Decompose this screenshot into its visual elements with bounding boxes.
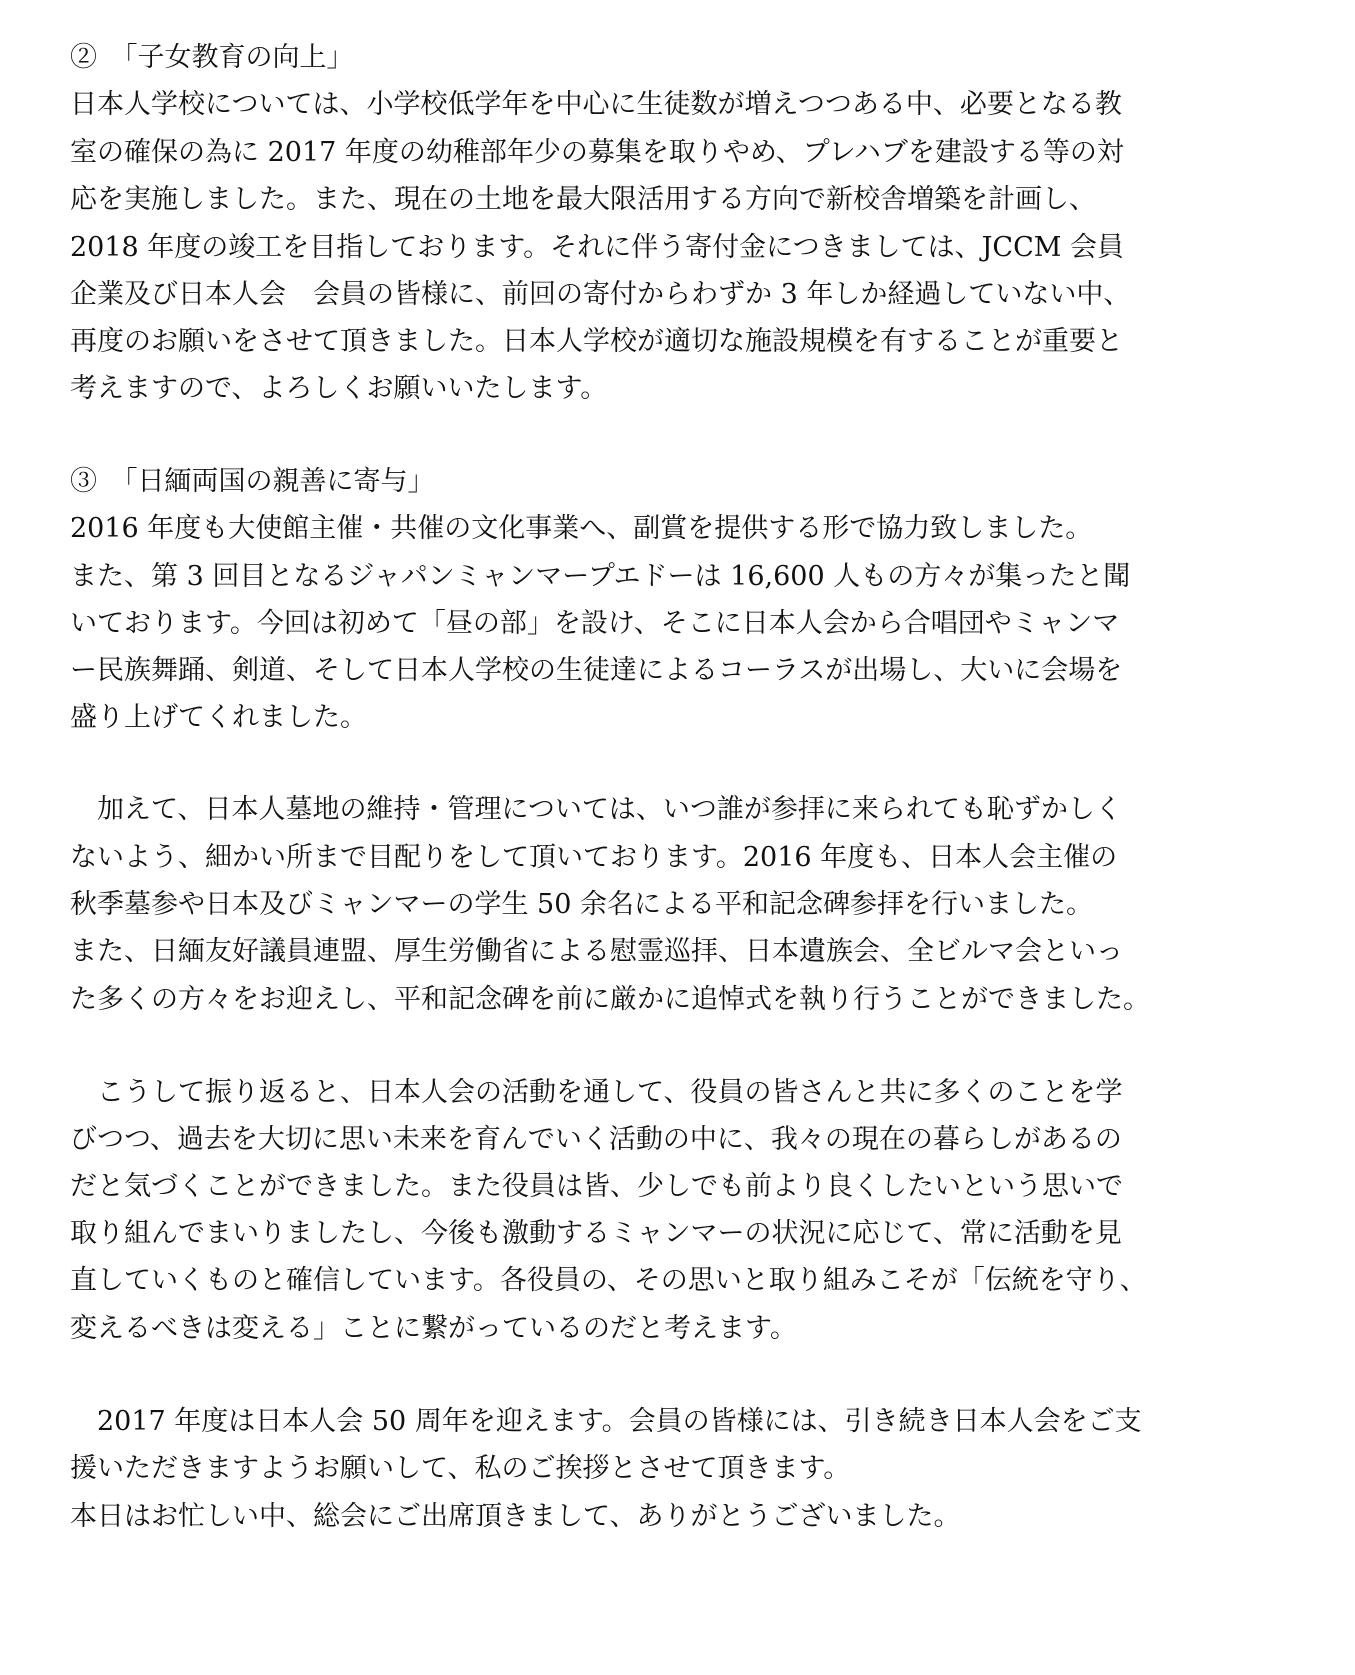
paragraph-line: いております。今回は初めて「昼の部」を設け、そこに日本人会から合唱団やミャンマ [70, 608, 1120, 639]
paragraph-line: 考えますので、よろしくお願いいたします。 [70, 373, 608, 404]
section-heading-child-education: ② 「子女教育の向上」 [70, 42, 354, 73]
paragraph-line: また、第 3 回目となるジャパンミャンマープエドーは 16,600 人もの方々が集ったと聞 [70, 561, 1131, 592]
paragraph-line: 室の確保の為に 2017 年度の幼稚部年少の募集を取りやめ、プレハブを建設する等の対 [70, 137, 1124, 168]
paragraph-line: 再度のお願いをさせて頂きました。日本人学校が適切な施設規模を有することが重要と [70, 326, 1123, 357]
paragraph-line: 企業及び日本人会 会員の皆様に、前回の寄付からわずか 3 年しか経過していない中、 [70, 279, 1131, 310]
paragraph-line: びつつ、過去を大切に思い未来を育んでいく活動の中に、我々の現在の暮らしがあるの [70, 1124, 1122, 1155]
paragraph-line: 援いただきますようお願いして、私のご挨拶とさせて頂きます。 [70, 1453, 851, 1484]
paragraph-line: 加えて、日本人墓地の維持・管理については、いつ誰が参拝に来られても恥ずかしく [70, 794, 1122, 825]
paragraph-line: 盛り上げてくれました。 [70, 702, 367, 733]
paragraph-line: 2017 年度は日本人会 50 周年を迎えます。会員の皆様には、引き続き日本人会をご支 [70, 1406, 1142, 1437]
paragraph-line: 取り組んでまいりましたし、今後も激動するミャンマーの状況に応じて、常に活動を見 [70, 1218, 1122, 1249]
paragraph-line: 変えるべきは変える」ことに繋がっているのだと考えます。 [70, 1313, 797, 1344]
paragraph-line: た多くの方々をお迎えし、平和記念碑を前に厳かに追悼式を執り行うことができました。 [70, 984, 1150, 1015]
closing-line: 本日はお忙しい中、総会にご出席頂きまして、ありがとうございました。 [70, 1501, 961, 1532]
paragraph-line: ー民族舞踊、剣道、そして日本人学校の生徒達によるコーラスが出場し、大いに会場を [70, 655, 1123, 686]
section-heading-japan-myanmar-friendship: ③ 「日緬両国の親善に寄与」 [70, 466, 435, 497]
paragraph-line: 直していくものと確信しています。各役員の、その思いと取り組みこそが「伝統を守り、 [70, 1265, 1147, 1296]
paragraph-line: 秋季墓参や日本及びミャンマーの学生 50 余名による平和記念碑参拝を行いました。 [70, 889, 1093, 920]
paragraph-line: 日本人学校については、小学校低学年を中心に生徒数が増えつつある中、必要となる教 [70, 89, 1122, 120]
paragraph-line: だと気づくことができました。また役員は皆、少しでも前より良くしたいという思いで [70, 1171, 1123, 1202]
paragraph-line: また、日緬友好議員連盟、厚生労働省による慰霊巡拝、日本遺族会、全ビルマ会といっ [70, 936, 1123, 967]
paragraph-line: 応を実施しました。また、現在の土地を最大限活用する方向で新校舎増築を計画し、 [70, 184, 1096, 215]
paragraph-line: こうして振り返ると、日本人会の活動を通して、役員の皆さんと共に多くのことを学 [70, 1077, 1123, 1108]
paragraph-line: 2018 年度の竣工を目指しております。それに伴う寄付金につきましては、JCCM 会員 [70, 232, 1124, 263]
paragraph-line: ないよう、細かい所まで目配りをして頂いております。2016 年度も、日本人会主催の [70, 842, 1118, 873]
paragraph-line: 2016 年度も大使館主催・共催の文化事業へ、副賞を提供する形で協力致しました。 [70, 513, 1093, 544]
